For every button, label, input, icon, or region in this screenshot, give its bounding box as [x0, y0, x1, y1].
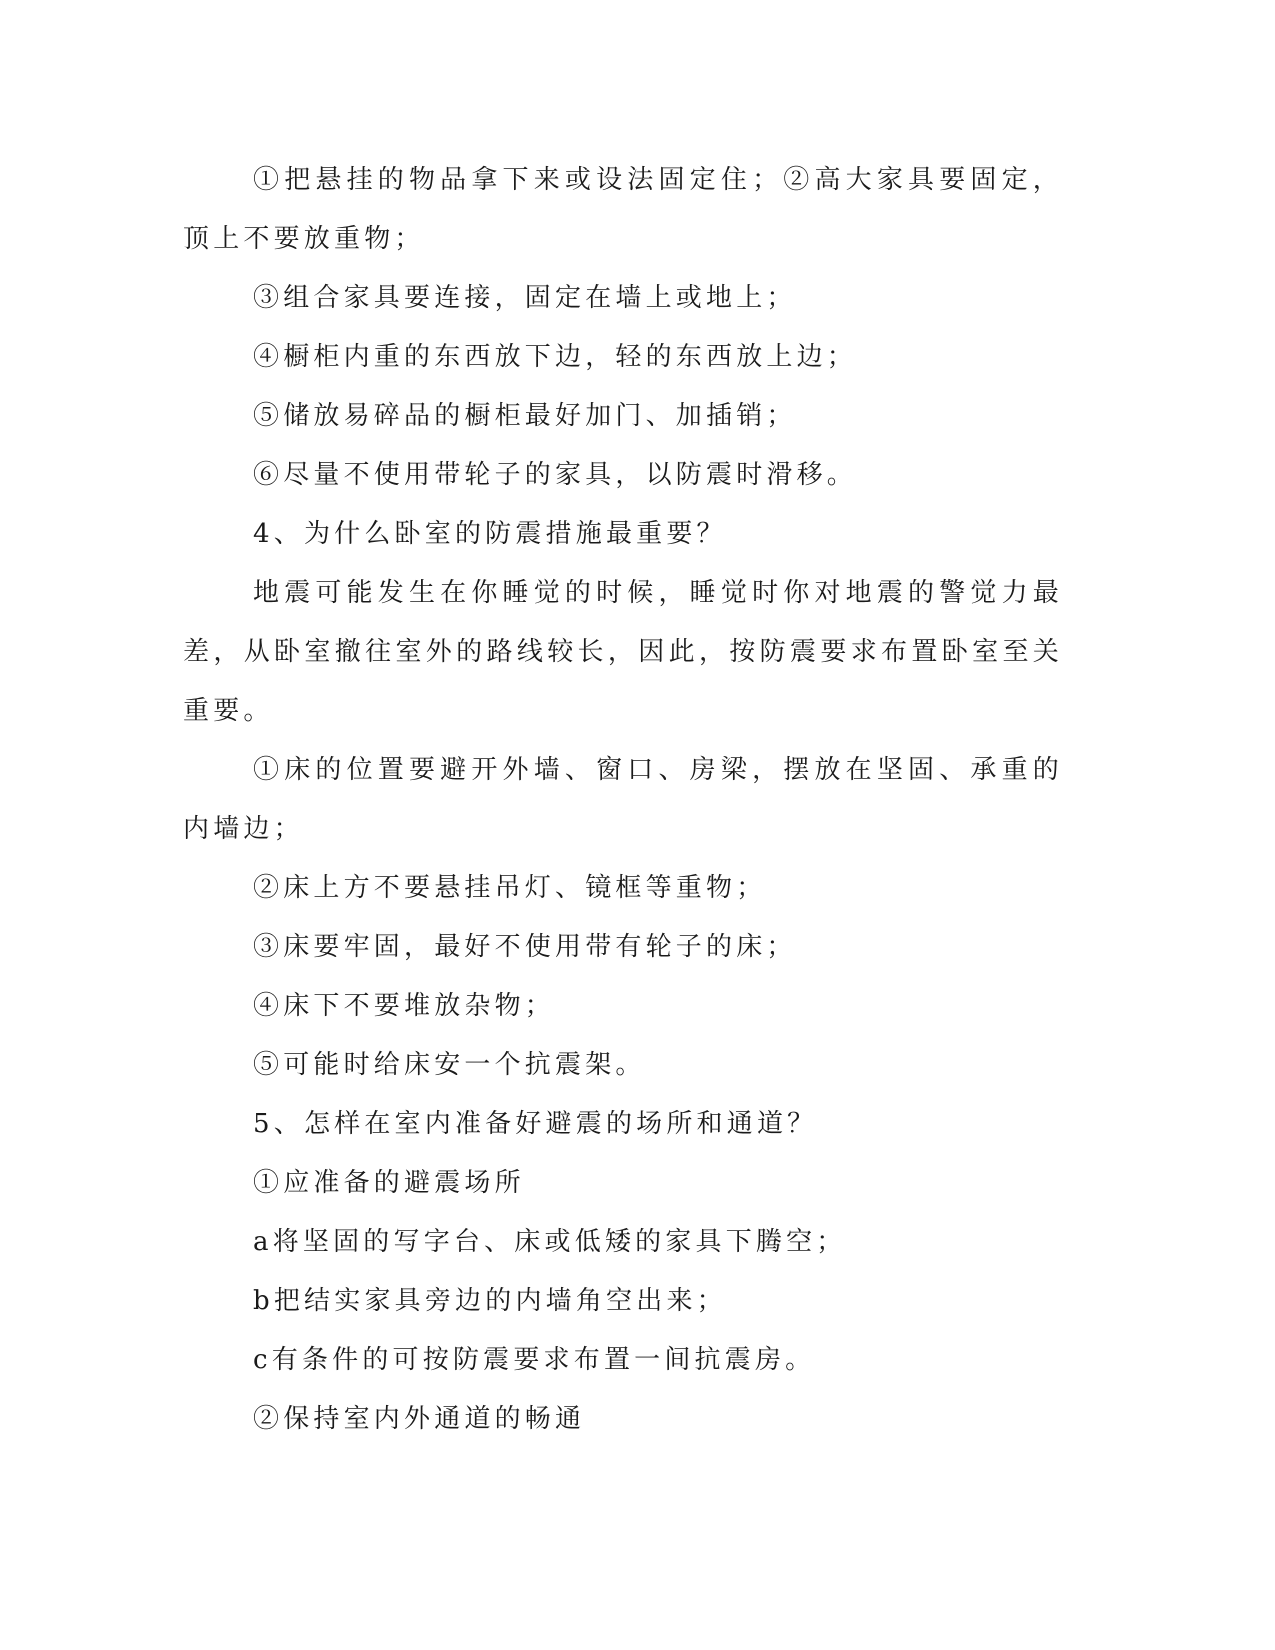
paragraph-combined-furniture: ③组合家具要连接，固定在墙上或地上；	[253, 283, 797, 313]
paragraph-under-bed: ④床下不要堆放杂物；	[253, 991, 556, 1021]
paragraph-shelter-b: b把结实家具旁边的内墙角空出来；	[253, 1286, 727, 1316]
paragraph-bed-frame: ⑤可能时给床安一个抗震架。	[253, 1050, 646, 1080]
paragraph-shelter-a: a将坚固的写字台、床或低矮的家具下腾空；	[253, 1227, 847, 1257]
section-heading-bedroom: 4、为什么卧室的防震措施最重要？	[253, 519, 727, 549]
paragraph-shelter-c: c有条件的可按防震要求布置一间抗震房。	[253, 1345, 816, 1375]
paragraph-wheeled-furniture: ⑥尽量不使用带轮子的家具，以防震时滑移。	[253, 460, 858, 490]
paragraph-clear-passages: ②保持室内外通道的畅通	[253, 1404, 586, 1434]
paragraph-above-bed: ②床上方不要悬挂吊灯、镜框等重物；	[253, 873, 767, 903]
document-body	[183, 151, 1063, 1449]
paragraph-cabinet-weight: ④橱柜内重的东西放下边，轻的东西放上边；	[253, 342, 858, 372]
paragraph-bedroom-intro: 地震可能发生在你睡觉的时候，睡觉时你对地震的警觉力最差，从卧室撤往室外的路线较长，因此，按防震要求布置卧室至关重要。	[183, 578, 1063, 726]
section-heading-shelter: 5、怎样在室内准备好避震的场所和通道？	[253, 1109, 818, 1139]
paragraph-hanging-items: ①把悬挂的物品拿下来或设法固定住；②高大家具要固定，顶上不要放重物；	[183, 165, 1063, 254]
paragraph-fragile-storage: ⑤储放易碎品的橱柜最好加门、加插销；	[253, 401, 797, 431]
paragraph-shelter-places: ①应准备的避震场所	[253, 1168, 525, 1198]
paragraph-bed-position: ①床的位置要避开外墙、窗口、房梁，摆放在坚固、承重的内墙边；	[183, 755, 1063, 844]
paragraph-bed-sturdy: ③床要牢固，最好不使用带有轮子的床；	[253, 932, 797, 962]
